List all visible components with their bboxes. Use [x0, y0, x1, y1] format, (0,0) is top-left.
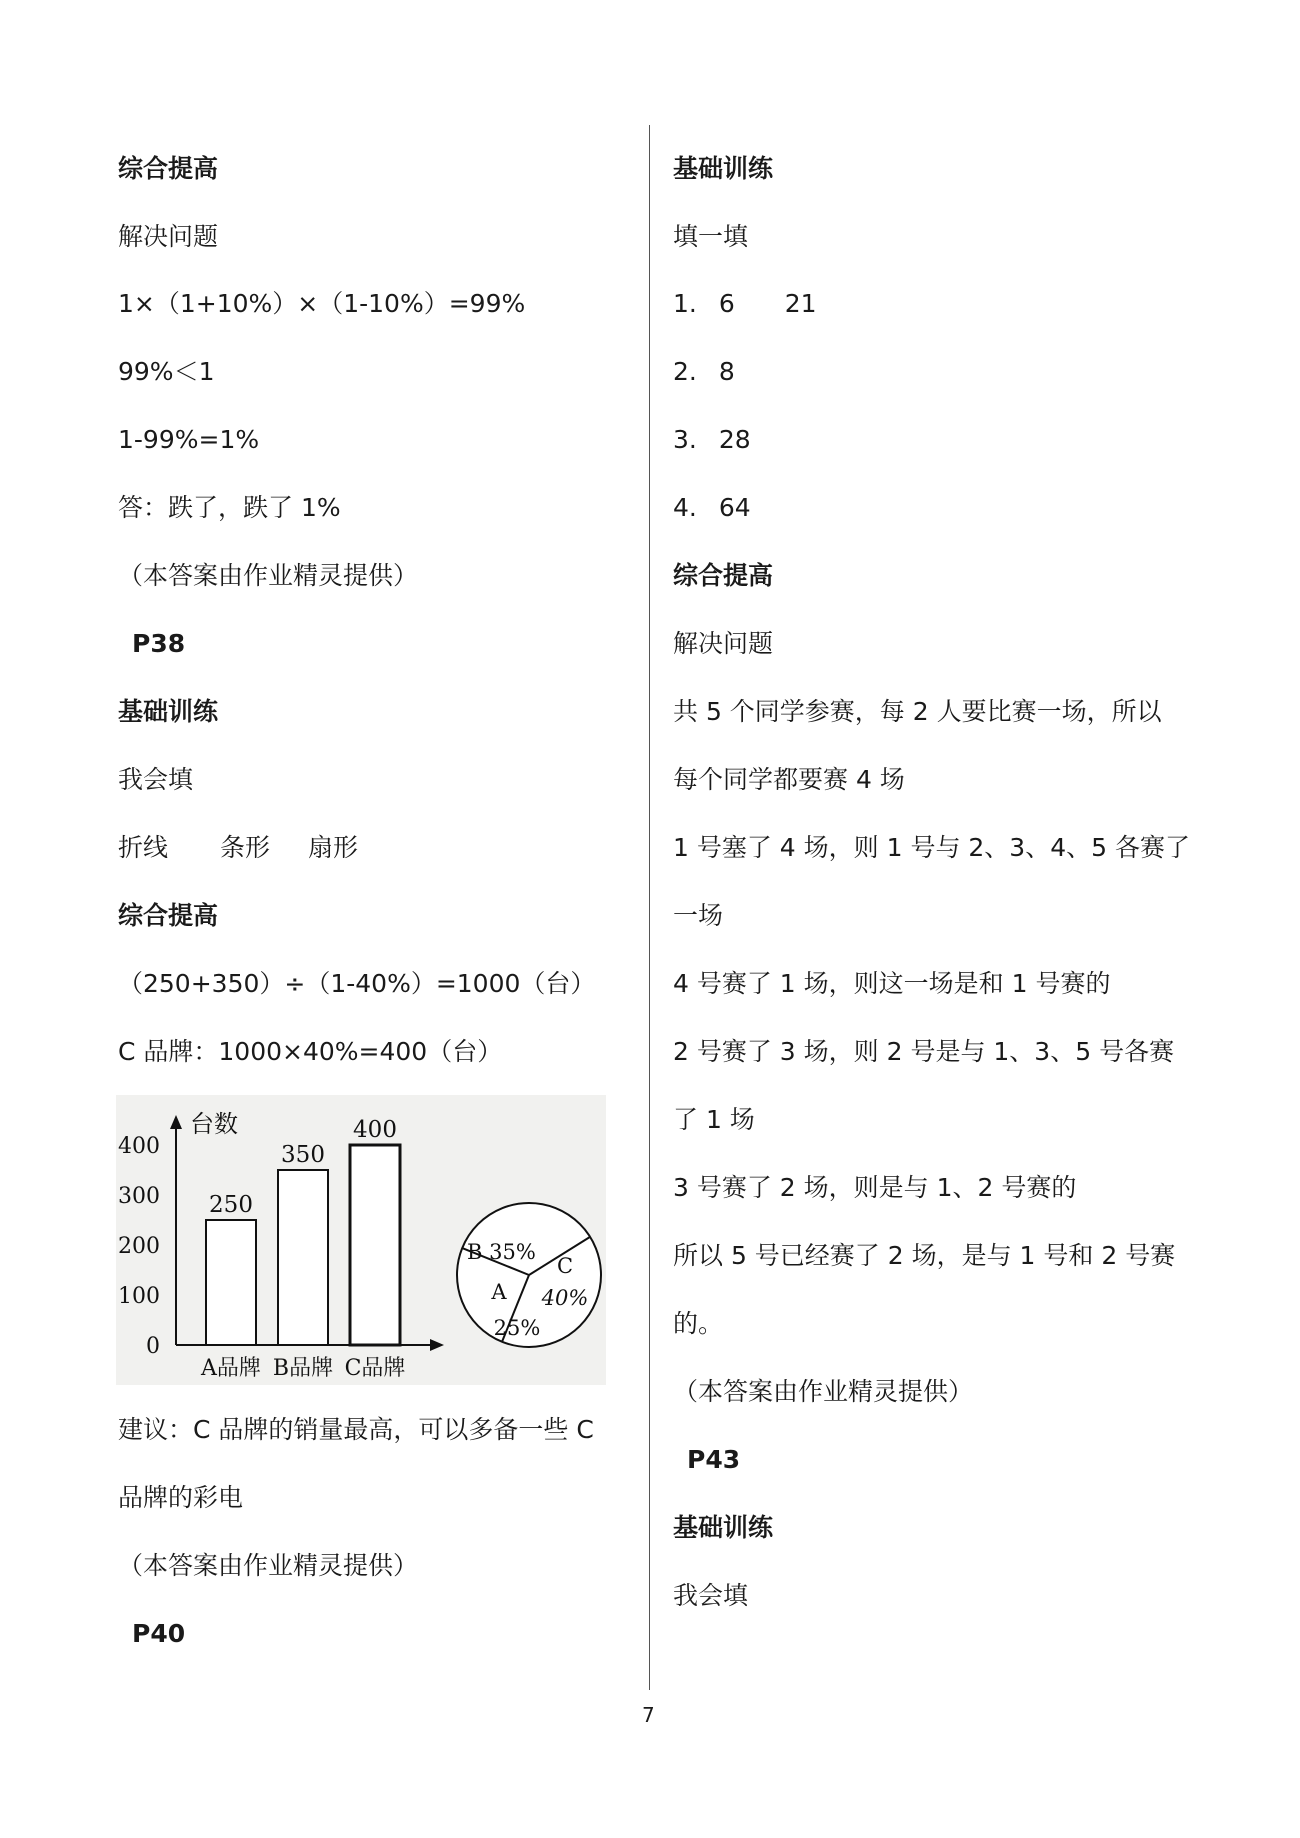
- answer-value: 21: [784, 289, 817, 318]
- solution-line: 了 1 场: [673, 1105, 755, 1134]
- fill-answer: 扇形: [308, 833, 359, 862]
- sub-heading: 我会填: [118, 765, 194, 794]
- y-axis-label: 台数: [190, 1110, 238, 1138]
- section-heading: 基础训练: [118, 697, 219, 726]
- page-marker: P40: [132, 1619, 186, 1648]
- y-tick-label: 200: [118, 1234, 160, 1259]
- pie-slice-label: C: [556, 1254, 574, 1278]
- math-line: 99%＜1: [118, 357, 215, 386]
- credit-note: （本答案由作业精灵提供）: [118, 1551, 419, 1580]
- answer-value: 8: [718, 357, 735, 386]
- sub-heading: 解决问题: [118, 222, 219, 251]
- suggestion-line: 建议：C 品牌的销量最高，可以多备一些 C: [118, 1415, 594, 1444]
- page-number: 7: [642, 1703, 655, 1727]
- answer-line: 答：跌了，跌了 1%: [118, 493, 341, 522]
- section-heading: 综合提高: [118, 154, 219, 183]
- fill-answer: 折线: [118, 833, 169, 862]
- pie-slice-label: B 35%: [467, 1240, 536, 1264]
- math-line: （250+350）÷（1-40%）=1000（台）: [118, 969, 596, 998]
- answer-num: 1.: [673, 289, 697, 318]
- bar-value-label: 400: [353, 1117, 397, 1143]
- sales-chart: [116, 1095, 606, 1385]
- section-heading: 基础训练: [673, 1513, 774, 1542]
- y-tick-label: 300: [118, 1184, 160, 1209]
- solution-line: 3 号赛了 2 场，则是与 1、2 号赛的: [673, 1173, 1077, 1202]
- bar: [350, 1145, 400, 1345]
- sub-heading: 解决问题: [673, 629, 774, 658]
- answer-row: [673, 287, 817, 321]
- answer-value: 28: [718, 425, 751, 454]
- section-heading: 基础训练: [673, 154, 774, 183]
- section-heading: 综合提高: [118, 901, 219, 930]
- bar-value-label: 350: [281, 1142, 325, 1168]
- solution-line: 每个同学都要赛 4 场: [673, 765, 905, 794]
- bar: [206, 1220, 256, 1345]
- y-tick-label: 0: [146, 1334, 160, 1359]
- fill-answer: 条形: [220, 833, 271, 862]
- pie-slice-value: 40%: [541, 1286, 589, 1310]
- sub-heading: 填一填: [673, 222, 749, 251]
- solution-line: 1 号塞了 4 场，则 1 号与 2、3、4、5 各赛了: [673, 833, 1190, 862]
- y-tick-label: 100: [118, 1284, 160, 1309]
- solution-line: 的。: [673, 1309, 724, 1338]
- answer-row: [673, 491, 751, 525]
- bar: [278, 1170, 328, 1345]
- answer-num: 3.: [673, 425, 697, 454]
- credit-note: （本答案由作业精灵提供）: [673, 1377, 974, 1406]
- bar-value-label: 250: [209, 1192, 253, 1218]
- solution-line: 共 5 个同学参赛，每 2 人要比赛一场，所以: [673, 697, 1162, 726]
- sub-heading: 我会填: [673, 1581, 749, 1610]
- answer-value: 64: [718, 493, 751, 522]
- solution-line: 2 号赛了 3 场，则 2 号是与 1、3、5 号各赛: [673, 1037, 1175, 1066]
- x-tick-label: B品牌: [272, 1356, 334, 1381]
- answer-row: [673, 423, 751, 457]
- page-marker: P38: [132, 629, 186, 658]
- math-line: 1×（1+10%）×（1-10%）=99%: [118, 289, 526, 318]
- suggestion-line: 品牌的彩电: [118, 1483, 244, 1512]
- solution-line: 一场: [673, 901, 724, 930]
- y-tick-label: 400: [118, 1134, 160, 1159]
- x-tick-label: A品牌: [201, 1356, 261, 1381]
- page-marker: P43: [687, 1445, 741, 1474]
- answer-row: [673, 355, 735, 389]
- solution-line: 4 号赛了 1 场，则这一场是和 1 号赛的: [673, 969, 1111, 998]
- pie-slice-value: 25%: [493, 1316, 541, 1340]
- credit-note: （本答案由作业精灵提供）: [118, 561, 419, 590]
- answer-value: 6: [718, 289, 735, 318]
- column-divider: [649, 125, 650, 1690]
- answer-num: 2.: [673, 357, 697, 386]
- section-heading: 综合提高: [673, 561, 774, 590]
- pie-slice-label: A: [491, 1280, 507, 1304]
- fill-answers: [118, 831, 358, 865]
- math-line: 1-99%=1%: [118, 425, 260, 454]
- answer-num: 4.: [673, 493, 697, 522]
- solution-line: 所以 5 号已经赛了 2 场，是与 1 号和 2 号赛: [673, 1241, 1176, 1270]
- x-tick-label: C品牌: [344, 1356, 406, 1381]
- math-line: C 品牌：1000×40%=400（台）: [118, 1037, 503, 1066]
